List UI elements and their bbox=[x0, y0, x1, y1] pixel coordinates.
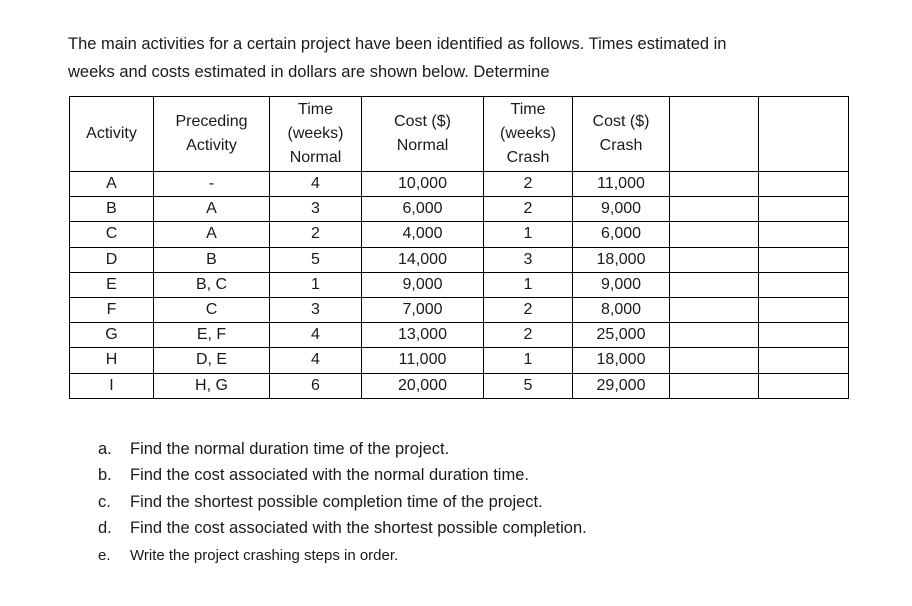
table-cell: 5 bbox=[484, 373, 573, 398]
table-cell bbox=[670, 247, 759, 272]
table-cell: F bbox=[70, 297, 154, 322]
table-cell: 2 bbox=[484, 197, 573, 222]
header-text: Activity bbox=[86, 125, 137, 142]
table-cell: I bbox=[70, 373, 154, 398]
table-cell: 11,000 bbox=[362, 348, 484, 373]
table-cell: 18,000 bbox=[573, 348, 670, 373]
question-letter: c. bbox=[98, 492, 111, 511]
table-cell: 29,000 bbox=[573, 373, 670, 398]
header-cell bbox=[484, 97, 573, 172]
table-cell: 3 bbox=[270, 197, 362, 222]
question-text: Find the cost associated with the normal duration time. bbox=[130, 466, 529, 485]
table-cell: E, F bbox=[154, 323, 270, 348]
table-cell: 6,000 bbox=[573, 222, 670, 247]
table-cell bbox=[670, 297, 759, 322]
table-cell: H, G bbox=[154, 373, 270, 398]
header-cell bbox=[270, 97, 362, 172]
table-cell bbox=[759, 272, 849, 297]
table-row bbox=[70, 373, 849, 398]
header-cell bbox=[573, 97, 670, 172]
table-cell: E bbox=[70, 272, 154, 297]
header-cell bbox=[670, 97, 759, 172]
table-cell: 9,000 bbox=[573, 272, 670, 297]
intro-line-2: weeks and costs estimated in dollars are shown below. Determine bbox=[68, 63, 550, 81]
question-item bbox=[98, 463, 878, 490]
table-cell bbox=[670, 348, 759, 373]
question-item bbox=[98, 542, 878, 569]
question-text: Find the cost associated with the shortest possible completion. bbox=[130, 519, 587, 538]
table-cell: 9,000 bbox=[362, 272, 484, 297]
table-cell bbox=[759, 247, 849, 272]
table-cell: 3 bbox=[270, 297, 362, 322]
table-cell: 6,000 bbox=[362, 197, 484, 222]
table-row bbox=[70, 197, 849, 222]
table-cell: 2 bbox=[484, 323, 573, 348]
table-body bbox=[70, 172, 849, 399]
header-text: Cost ($) bbox=[592, 113, 650, 130]
table-row bbox=[70, 172, 849, 197]
header-cell bbox=[759, 97, 849, 172]
table-cell: 25,000 bbox=[573, 323, 670, 348]
header-text: Time bbox=[298, 101, 333, 118]
table-row bbox=[70, 272, 849, 297]
table-cell: 4 bbox=[270, 348, 362, 373]
question-text: Write the project crashing steps in order. bbox=[130, 546, 399, 564]
table-cell bbox=[670, 197, 759, 222]
table-cell bbox=[759, 197, 849, 222]
question-text: Find the shortest possible completion time of the project. bbox=[130, 492, 543, 511]
table-cell: B bbox=[70, 197, 154, 222]
table-cell: C bbox=[154, 297, 270, 322]
table-cell: 9,000 bbox=[573, 197, 670, 222]
table-cell: 11,000 bbox=[573, 172, 670, 197]
table-cell bbox=[670, 172, 759, 197]
table-cell: 4 bbox=[270, 172, 362, 197]
table-cell: D, E bbox=[154, 348, 270, 373]
table-cell: 4,000 bbox=[362, 222, 484, 247]
table-cell: B bbox=[154, 247, 270, 272]
table-cell bbox=[670, 323, 759, 348]
header-cell bbox=[70, 97, 154, 172]
header-cell bbox=[362, 97, 484, 172]
table-cell bbox=[759, 323, 849, 348]
table-cell: G bbox=[70, 323, 154, 348]
header-text: (weeks) bbox=[499, 125, 556, 142]
table-cell: 1 bbox=[270, 272, 362, 297]
header-text: Preceding bbox=[175, 113, 248, 130]
header-text: Normal bbox=[289, 149, 342, 166]
table-cell: - bbox=[154, 172, 270, 197]
question-letter: b. bbox=[98, 466, 112, 485]
intro-line-1: The main activities for a certain project have been identified as follows. Times estimated in bbox=[68, 35, 727, 53]
table-cell: 8,000 bbox=[573, 297, 670, 322]
table-cell: 7,000 bbox=[362, 297, 484, 322]
table-cell: 14,000 bbox=[362, 247, 484, 272]
table-cell bbox=[759, 297, 849, 322]
table-cell: 1 bbox=[484, 222, 573, 247]
table-cell: C bbox=[70, 222, 154, 247]
table-cell: D bbox=[70, 247, 154, 272]
question-letter: d. bbox=[98, 519, 112, 538]
table-row bbox=[70, 247, 849, 272]
table-cell: 10,000 bbox=[362, 172, 484, 197]
table-cell: 6 bbox=[270, 373, 362, 398]
header-text: Cost ($) bbox=[394, 113, 451, 130]
table-row bbox=[70, 323, 849, 348]
table-cell: 1 bbox=[484, 272, 573, 297]
header-text: Activity bbox=[186, 137, 237, 154]
table-cell bbox=[759, 222, 849, 247]
table-cell: 20,000 bbox=[362, 373, 484, 398]
table-cell: 5 bbox=[270, 247, 362, 272]
table-row bbox=[70, 222, 849, 247]
table-cell: A bbox=[70, 172, 154, 197]
table-cell bbox=[759, 373, 849, 398]
table-cell: 2 bbox=[270, 222, 362, 247]
table-cell: B, C bbox=[154, 272, 270, 297]
table-cell bbox=[670, 373, 759, 398]
question-item bbox=[98, 516, 878, 543]
header-text: Time bbox=[510, 101, 546, 118]
table-cell: 13,000 bbox=[362, 323, 484, 348]
table-cell: 3 bbox=[484, 247, 573, 272]
activity-table bbox=[69, 96, 849, 399]
question-letter: e. bbox=[98, 546, 111, 564]
table-cell bbox=[759, 172, 849, 197]
intro-paragraph bbox=[68, 30, 868, 86]
question-item bbox=[98, 489, 878, 516]
table-cell: 18,000 bbox=[573, 247, 670, 272]
table-cell: H bbox=[70, 348, 154, 373]
table-cell: 2 bbox=[484, 172, 573, 197]
question-text: Find the normal duration time of the project. bbox=[130, 439, 450, 458]
header-text: (weeks) bbox=[287, 125, 344, 142]
header-cell bbox=[154, 97, 270, 172]
table-row bbox=[70, 348, 849, 373]
table-cell bbox=[670, 222, 759, 247]
table-cell: A bbox=[154, 197, 270, 222]
table-cell: 2 bbox=[484, 297, 573, 322]
header-text: Normal bbox=[396, 137, 449, 154]
question-item bbox=[98, 436, 878, 463]
question-list bbox=[98, 436, 878, 569]
table-cell: 1 bbox=[484, 348, 573, 373]
header-text: Crash bbox=[506, 149, 550, 166]
table-cell: 4 bbox=[270, 323, 362, 348]
header-text: Crash bbox=[599, 137, 643, 154]
table-cell bbox=[759, 348, 849, 373]
table-cell bbox=[670, 272, 759, 297]
table-cell: A bbox=[154, 222, 270, 247]
question-letter: a. bbox=[98, 439, 112, 458]
table-header bbox=[70, 97, 849, 172]
table-row bbox=[70, 297, 849, 322]
